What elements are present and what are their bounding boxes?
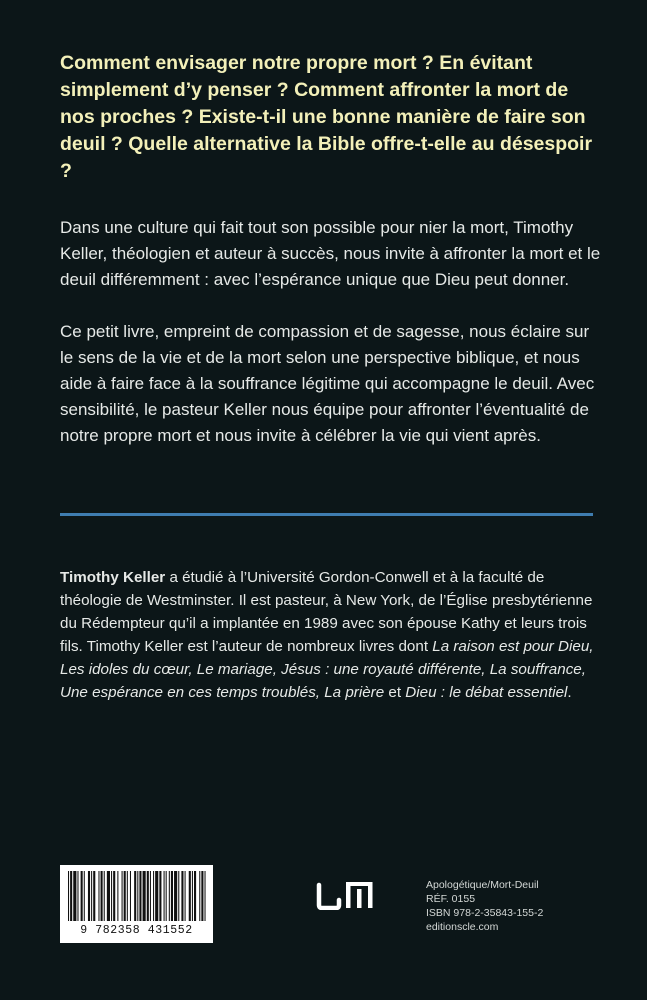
- bio-book-list: La raison est pour Dieu, Les idoles du cœur, Le mariage, Jésus : une royauté différente, La souffrance, Une espérance en ces temps troublés, La prière: [60, 638, 594, 701]
- reference-number: RÉF. 0155: [426, 893, 476, 905]
- publisher-info: [426, 878, 543, 934]
- isbn: ISBN 978-2-35843-155-2: [426, 907, 544, 919]
- author-bio: [60, 566, 605, 704]
- publisher-logo: [316, 880, 378, 915]
- category-label: Apologétique/Mort-Deuil: [426, 879, 539, 891]
- bio-book-last: Dieu : le débat essentiel: [405, 684, 568, 701]
- description-paragraph-1: Dans une culture qui fait tout son possible pour nier la mort, Timothy Keller, théologien et auteur à succès, nous invite à affronter la mort et le deuil différemment : avec l’espérance unique que Dieu peut donner.: [60, 218, 601, 289]
- bio-text-2: et: [384, 684, 406, 701]
- publisher-website: editionscle.com: [426, 921, 499, 933]
- barcode-digits: 9 782358 431552: [80, 924, 193, 937]
- bio-text-1: a étudié à l’Université Gordon-Conwell et à la faculté de théologie de Westminster. Il est pasteur, à New York, de l’Église presbytérienne du Rédempteur qu’il a implantée en 1989 avec son épouse Kathy et leurs trois fils. Timothy Keller est l’auteur de nombreux livres dont: [60, 569, 593, 655]
- intro-questions: Comment envisager notre propre mort ? En évitant simplement d’y penser ? Comment affronter la mort de nos proches ? Existe-t-il une bonne manière de faire son deuil ? Quelle alternative la Bible offre-t-elle au désespoir ?: [60, 52, 593, 182]
- bio-text-3: .: [567, 684, 572, 701]
- barcode-bars: [60, 865, 213, 927]
- description-paragraph-2: Ce petit livre, empreint de compassion et de sagesse, nous éclaire sur le sens de la vie et de la mort selon une perspective biblique, et nous aide à faire face à la souffrance légitime qui accompagne le deuil. Avec sensibilité, le pasteur Keller nous équipe pour affronter l’éventualité de notre propre mort et nous invite à célébrer la vie qui vient après.: [60, 322, 595, 445]
- barcode: [60, 865, 213, 943]
- author-name: Timothy Keller: [60, 569, 166, 586]
- section-divider: [60, 513, 593, 516]
